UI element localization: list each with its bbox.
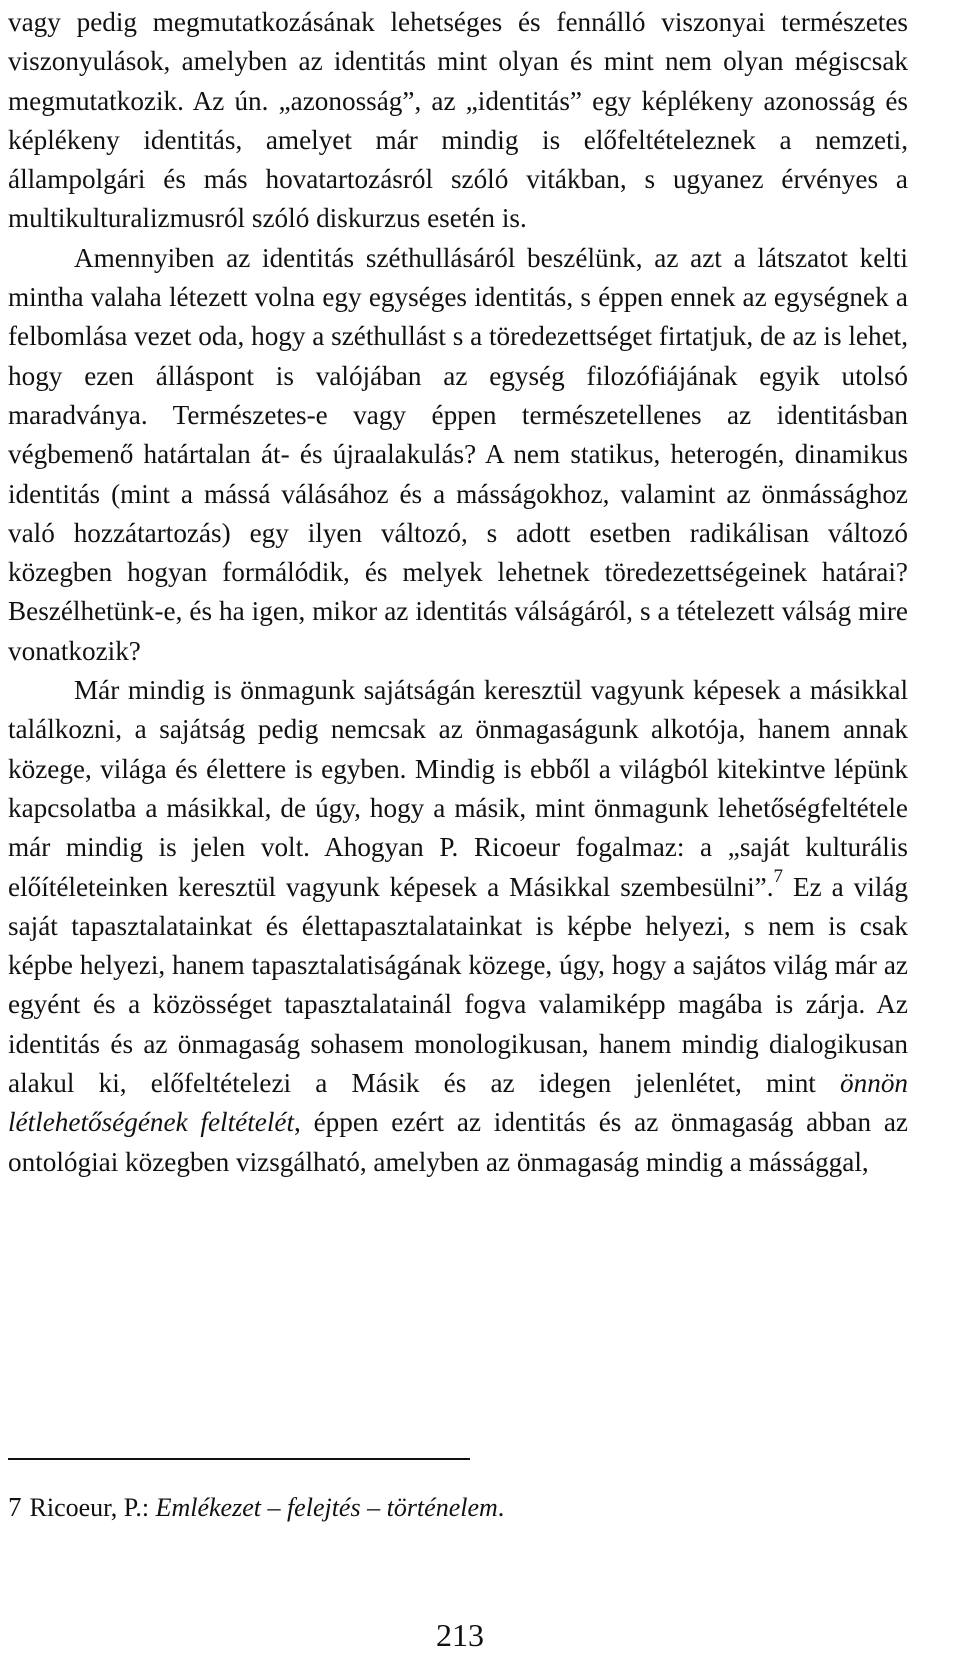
- footnote-title: Emlékezet – felejtés – történelem: [155, 1493, 498, 1522]
- page-body: [8, 0, 908, 1182]
- footnote-reference-7[interactable]: 7: [773, 865, 784, 887]
- paragraph-3-italic: önnön létlehetőségének feltételét: [8, 1068, 908, 1138]
- footnote-7: [8, 1490, 504, 1525]
- paragraph-1: vagy pedig megmutatkozásának lehetséges és fennálló viszonyai természetes viszonyulások, amelyben az identitás mint olyan és mint nem olyan mégiscsak megmutatkozik. Az ún. „azonosság”, az „identitás” egy képlékeny azonosság és képlékeny identitás, amelyet már mindig is előfeltételeznek a nemzeti, állampolgári és más hovatartozásról szóló vitákban, s ugyanez érvényes a multikulturalizmusról szóló diskurzus esetén is.: [8, 7, 908, 234]
- paragraph-3-text-c: , éppen ezért az identitás és az önmagaság abban az ontológiai közegben vizsgálható, amelyben az önmagaság mindig a mássággal,: [8, 1107, 908, 1177]
- page-number: 213: [436, 1617, 484, 1653]
- paragraph-3-text-b: Ez a világ saját tapasztalatainkat és élettapasztalatainkat is képbe helyezi, s nem is csak képbe helyezi, hanem tapasztalatiságának közege, úgy, hogy a sajátos világ már az egyént és a közösséget tapasztalatainál fogva valamiképp magába is zárja. Az identitás és az önmagaság sohasem monologikusan, hanem mindig dialogikusan alakul ki, előfeltételezi a Másik és az idegen jelenlétet, mint: [8, 871, 908, 1099]
- footnote-number: 7: [8, 1492, 22, 1522]
- paragraph-2: Amennyiben az identitás széthullásáról beszélünk, az azt a látszatot kelti mintha valaha létezett volna egy egységes identitás, s éppen ennek az egységnek a felbomlása vezet oda, hogy a széthullást s a töredezettséget firtatjuk, de az is lehet, hogy ezen álláspont is valójában az egység filozófiájának egyik utolsó maradványa. Természetes-e vagy éppen természetellenes az identitásban végbemenő határtalan át- és újraalakulás? A nem statikus, heterogén, dinamikus identitás (mint a mássá válásához és a másságokhoz, valamint az önmássághoz való hozzátartozás) egy ilyen változó, s adott esetben radikálisan változó közegben hogyan formálódik, és melyek lehetnek töredezettségeinek határai? Beszélhetünk-e, és ha igen, mikor az identitás válságáról, s a tételezett válság mire vonatkozik?: [8, 242, 908, 666]
- footnote-end: .: [497, 1493, 505, 1522]
- paragraph-3-text-a: Már mindig is önmagunk sajátságán keresztül vagyunk képesek a másikkal találkozni, a sajátság pedig nemcsak az önmagaságunk alkotója, hanem annak közege, világa és élettere is egyben. Mindig is ebből a világból kitekintve lépünk kapcsolatba a másikkal, de úgy, hogy a másik, mint önmagunk lehetőségfeltétele már mindig is jelen volt. Ahogyan P. Ricoeur fogalmaz: a „saját kulturális előítéleteinken keresztül vagyunk képesek a Másikkal szembesülni”.: [8, 675, 908, 902]
- paragraph-3: [8, 671, 908, 1182]
- footnote-separator: [8, 1458, 470, 1460]
- footnote-author: Ricoeur, P.:: [29, 1493, 150, 1522]
